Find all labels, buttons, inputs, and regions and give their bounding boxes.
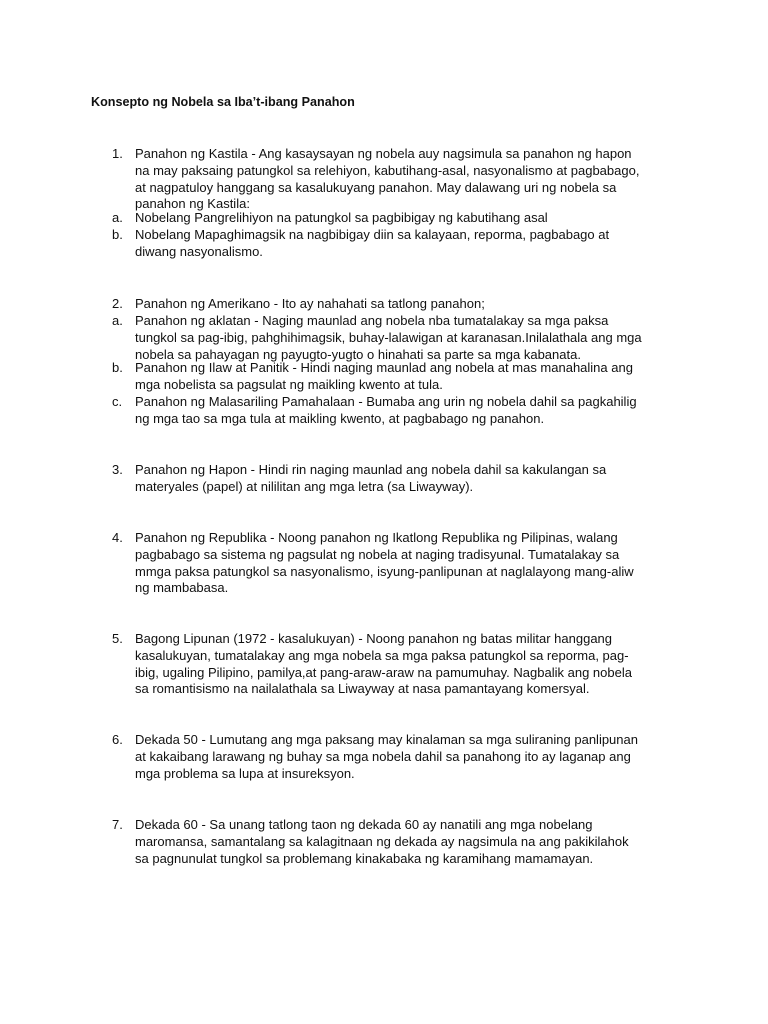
text-line: ng mambabasa.: [135, 580, 229, 596]
list-item-text: [135, 817, 680, 867]
list-marker: 5.: [112, 631, 123, 646]
list-marker: b.: [112, 360, 123, 375]
text-line: ng mga tao sa mga tula at maikling kwento, at pagbabago ng panahon.: [135, 410, 545, 426]
text-line: Nobelang Mapaghimagsik na nagbibigay diin sa kalayaan, reporma, pagbabago at: [135, 227, 610, 242]
list-marker: 4.: [112, 530, 123, 545]
list-marker: a.: [112, 210, 123, 225]
text-line: panahon ng Kastila:: [135, 196, 250, 212]
text-line: mga nobelista sa pagsulat ng maikling kwento at tula.: [135, 376, 443, 392]
list-item-text: [135, 210, 680, 227]
text-line: na may paksaing patungkol sa relehiyon, kabutihang-asal, nasyonalismo at pagbabago,: [135, 162, 640, 178]
list-item-text: [135, 227, 680, 261]
text-line: sa romantisismo na nailalathala sa Liwayway at nasa pamantayang komersyal.: [135, 681, 590, 697]
list-marker: c.: [112, 394, 123, 409]
list-item-text: [135, 530, 680, 597]
text-line: diwang nasyonalismo.: [135, 243, 263, 259]
text-line: Dekada 60 - Sa unang tatlong taon ng dekada 60 ay nanatili ang mga nobelang: [135, 817, 593, 832]
list-item-text: [135, 394, 680, 428]
text-line: Nobelang Pangrelihiyon na patungkol sa pagbibigay ng kabutihang asal: [135, 210, 548, 225]
text-line: ibig, ugaling Pilipino, pamilya,at pang-araw-araw na pamumuhay. Nagbalik ang nobela: [135, 664, 632, 680]
text-line: mga problema sa lupa at insureksyon.: [135, 765, 355, 781]
text-line: kasalukuyan, tumatalakay ang mga nobela sa mga paksa patungkol sa reporma, pag-: [135, 647, 629, 663]
text-line: pagbabago sa sistema ng pagsulat ng nobela at naging tradisyunal. Tumatalakay sa: [135, 546, 620, 562]
list-marker: 3.: [112, 462, 123, 477]
list-marker: 1.: [112, 146, 123, 161]
document-title: Konsepto ng Nobela sa Iba’t-ibang Panahon: [91, 95, 355, 109]
text-line: materyales (papel) at nililitan ang mga letra (sa Liwayway).: [135, 478, 474, 494]
text-line: maromansa, samantalang sa kalagitnaan ng dekada ay nagsimula na ang pakikilahok: [135, 833, 629, 849]
text-line: tungkol sa pag-ibig, pahghihimagsik, buhay-lalawigan at karanasan.Inilalathala ang mga: [135, 329, 642, 345]
list-item-text: [135, 296, 680, 313]
text-line: Dekada 50 - Lumutang ang mga paksang may kinalaman sa mga suliraning panlipunan: [135, 732, 638, 747]
text-line: Bagong Lipunan (1972 - kasalukuyan) - Noong panahon ng batas militar hanggang: [135, 631, 613, 646]
list-item-text: [135, 462, 680, 496]
list-marker: b.: [112, 227, 123, 242]
list-marker: 7.: [112, 817, 123, 832]
list-item-text: [135, 313, 680, 363]
text-line: at kakaibang larawang ng buhay sa mga nobela dahil sa panahong ito ay laganap ang: [135, 748, 631, 764]
text-line: sa pagnunulat tungkol sa problemang kinakabaka ng karamihang mamamayan.: [135, 850, 594, 866]
list-item-text: [135, 146, 680, 213]
text-line: Panahon ng Hapon - Hindi rin naging maunlad ang nobela dahil sa kakulangan sa: [135, 462, 607, 477]
text-line: Panahon ng Republika - Noong panahon ng Ikatlong Republika ng Pilipinas, walang: [135, 530, 618, 545]
list-item-text: [135, 360, 680, 394]
list-marker: a.: [112, 313, 123, 328]
list-marker: 6.: [112, 732, 123, 747]
text-line: nobela sa pahayagan ng payugto-yugto o hinahati sa parte sa mga kabanata.: [135, 346, 581, 362]
text-line: at nagpatuloy hanggang sa kasalukuyang panahon. May dalawang uri ng nobela sa: [135, 179, 617, 195]
list-item-text: [135, 631, 680, 698]
text-line: Panahon ng Ilaw at Panitik - Hindi naging maunlad ang nobela at mas manahalina ang: [135, 360, 633, 375]
text-line: Panahon ng Malasariling Pamahalaan - Bumaba ang urin ng nobela dahil sa pagkahilig: [135, 394, 637, 409]
text-line: mmga paksa patungkol sa nasyonalismo, isyung-panlipunan at naglalayong mang-aliw: [135, 563, 634, 579]
text-line: Panahon ng Kastila - Ang kasaysayan ng nobela auy nagsimula sa panahon ng hapon: [135, 146, 632, 161]
text-line: Panahon ng aklatan - Naging maunlad ang nobela nba tumatalakay sa mga paksa: [135, 313, 609, 328]
text-line: Panahon ng Amerikano - Ito ay nahahati sa tatlong panahon;: [135, 296, 485, 311]
list-marker: 2.: [112, 296, 123, 311]
list-item-text: [135, 732, 680, 782]
